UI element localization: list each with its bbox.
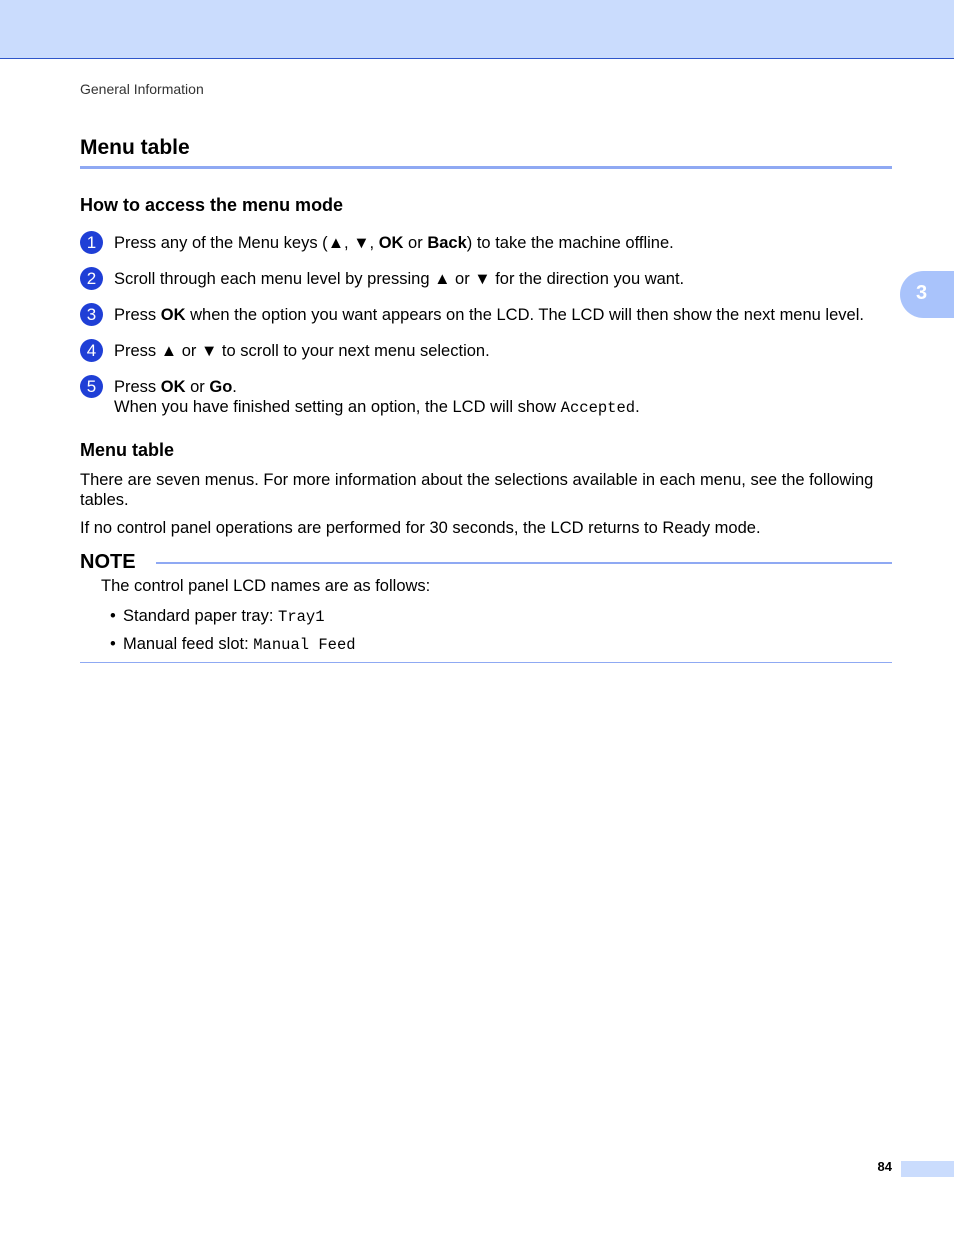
lcd-accepted-text: Accepted	[560, 399, 636, 417]
step-text-3: Press OK when the option you want appears on the LCD. The LCD will then show the next menu level.	[114, 306, 864, 324]
menu-table-subtitle: Menu table	[80, 440, 175, 460]
up-arrow-icon: ▲	[160, 342, 178, 360]
down-arrow-icon: ▼	[353, 234, 370, 252]
subsection-title: How to access the menu mode	[80, 195, 344, 215]
running-head: General Information	[80, 81, 204, 97]
step-text-4: Press ▲ or ▼ to scroll to your next menu selection.	[114, 342, 490, 360]
chapter-tab: 3	[900, 271, 954, 318]
header-band	[0, 0, 954, 59]
step-number-5: 5	[80, 375, 103, 398]
note-bullet-2: • Manual feed slot: Manual Feed	[110, 635, 356, 654]
up-arrow-icon: ▲	[434, 270, 451, 288]
page-number: 84	[877, 1159, 892, 1174]
step-number-3: 3	[80, 303, 103, 326]
up-arrow-icon: ▲	[327, 234, 345, 252]
step-number-2: 2	[80, 267, 103, 290]
step-text-5: Press OK or Go. When you have finished setting an option, the LCD will show Accepted.	[114, 378, 640, 417]
note-bottom-rule	[80, 662, 892, 663]
step-number-1: 1	[80, 231, 103, 254]
note-rule	[156, 562, 892, 564]
section-title: Menu table	[80, 136, 190, 159]
bullet-icon: •	[110, 607, 116, 625]
step-text-2: Scroll through each menu level by pressing ▲ or ▼ for the direction you want.	[114, 270, 685, 288]
section-title-rule	[80, 166, 892, 169]
step-number-4: 4	[80, 339, 103, 362]
bullet-icon: •	[110, 635, 116, 653]
down-arrow-icon: ▼	[200, 342, 218, 360]
down-arrow-icon: ▼	[474, 270, 491, 288]
note-bullet-1: • Standard paper tray: Tray1	[110, 607, 325, 626]
step-text-1: Press any of the Menu keys (▲, ▼, OK or Back) to take the machine offline.	[114, 234, 674, 252]
note-text: The control panel LCD names are as follows:	[101, 577, 431, 595]
footer-band	[901, 1161, 954, 1177]
note-title: NOTE	[80, 551, 136, 573]
timeout-paragraph: If no control panel operations are performed for 30 seconds, the LCD returns to Ready mode.	[80, 519, 761, 537]
intro-paragraph: There are seven menus. For more information about the selections available in each menu, see the following tables.	[80, 471, 874, 509]
